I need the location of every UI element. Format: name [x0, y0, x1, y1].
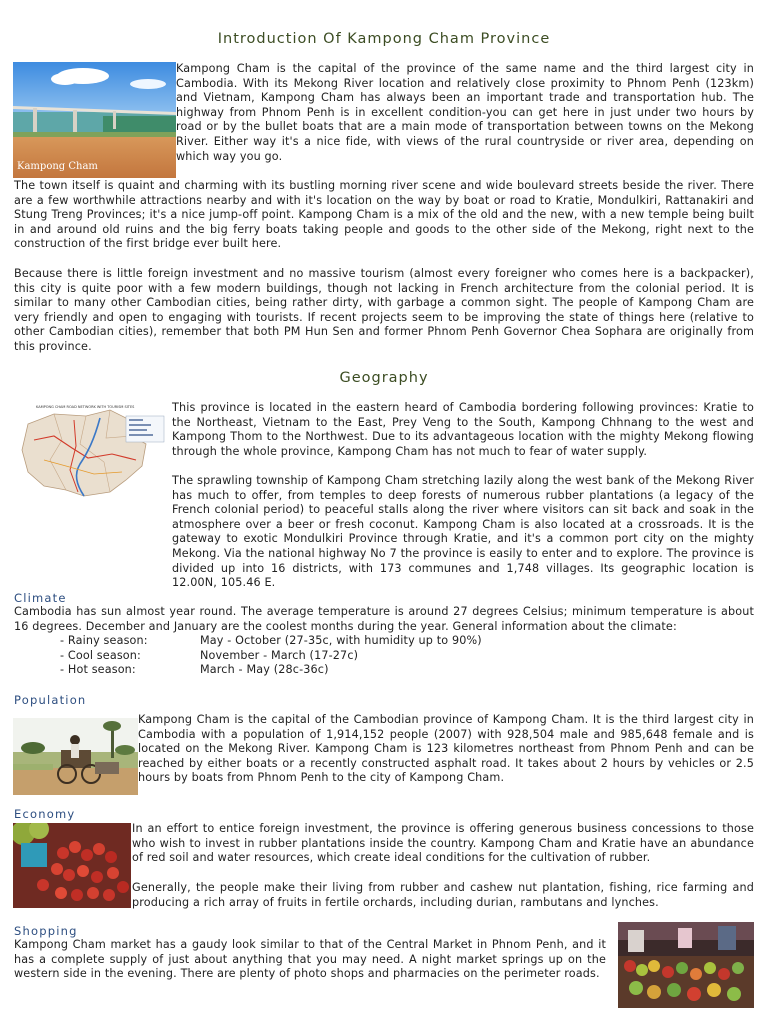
intro-paragraph-2: The town itself is quaint and charming with its bustling morning river scene and wide boulevard streets beside the river. There are a few worthwhile attractions nearby and with it's location on the way by boat or road to Kratie, Mondulkiri, Rattanakiri and Stung Treng Provinces; it's a nice jump-off point. Kampong Cham is a mix of the old and the new, with a new temple being built in and around old ruins and the big ferry boats taking people and goods to the other side of the Mekong, right next to the construction of the first bridge ever built here.	[14, 179, 754, 251]
intro-paragraph-3: Because there is little foreign investment and no massive tourism (almost every foreigner who comes here is a backpacker), this city is quite poor with a few modern buildings, though not lacking in French architecture from the colonial period. It is similar to many other Cambodian cities, being rather dirty, with garbage a common sight. The people of Kampong Cham are very friendly and open to engaging with tourists. If recent projects seem to be improving the state of things here (relative to other Cambodian cities), remember that both PM Hun Sen and former Phnom Penh Governor Chea Sophara are originally from this province.	[14, 267, 754, 353]
province-map	[14, 400, 170, 504]
market-photo	[618, 922, 754, 1008]
climate-text: Cambodia has sun almost year round. The average temperature is around 27 degrees Celsius; minimum temperature is about 16 degrees. December and January are the coolest months during the year. General information about the climate:	[14, 605, 754, 633]
season-label: - Cool season:	[60, 649, 141, 662]
climate-season-row	[60, 663, 329, 678]
geography-paragraph-1: This province is located in the eastern heard of Cambodia bordering following provinces: Kratie to the Northeast, Vietnam to the East, Prey Veng to the South, Kampong Chhnang to the west and Kampong Thom to the Northwest. Due to its advantageous location with the mighty Mekong flowing through the whole province, Kampong Cham has not much to fear of water supply.	[172, 401, 754, 458]
intro-paragraph-1: Kampong Cham is the capital of the province of the same name and the third largest city in Cambodia. With its Mekong River location and relatively close proximity to Phnom Penh (123km) and Vietnam, Kampong Cham has always been an important trade and transportation hub. The highway from Phnom Penh is in excellent condition-you can get here in just under two hours by road or by the bullet boats that are a main mode of transportation between towns on the Mekong River. Either way it's a nice fide, with views of the rural countryside or river area, depending on which way you go.	[176, 62, 754, 163]
fruit-photo	[13, 823, 131, 908]
bridge-photo	[13, 62, 176, 178]
climate-season-row	[60, 649, 358, 664]
photo-caption: Kampong Cham	[17, 161, 98, 173]
season-label: - Rainy season:	[60, 634, 148, 647]
climate-season-row	[60, 634, 482, 649]
geography-paragraph-2: The sprawling township of Kampong Cham stretching lazily along the west bank of the Mekong River has much to offer, from temples to deep forests of numerous rubber plantations (a legacy of the French colonial period) to peaceful stalls along the river where visitors can sit back and soak in the atmosphere over a beer or fresh coconut. Kampong Cham is also located at a crossroads. It is the gateway to exotic Mondulkiri Province through Kratie, and it's a common port city on the mighty Mekong. Via the national highway No 7 the province is easily to enter and to explore. The province is divided up into 16 districts, with 173 communes and 1,748 villages. Its geographic location is 12.00N, 105.46 E.	[172, 474, 754, 590]
intro-title: Introduction Of Kampong Cham Province	[217, 31, 551, 47]
season-value: November - March (17-27c)	[200, 649, 359, 662]
population-heading: Population	[14, 693, 87, 707]
season-value: May - October (27-35c, with humidity up to 90%)	[200, 634, 482, 647]
geography-title: Geography	[339, 370, 429, 386]
season-label: - Hot season:	[60, 663, 136, 676]
climate-heading: Climate	[14, 591, 67, 605]
map-caption: KAMPONG CHAM ROAD NETWORK WITH TOURISM SITES	[36, 405, 135, 409]
population-text: Kampong Cham is the capital of the Cambodian province of Kampong Cham. It is the third largest city in Cambodia with a population of 1,914,152 people (2007) with 928,504 male and 985,648 female and is located on the Mekong River. Kampong Cham is 123 kilometres northeast from Phnom Penh and can be reached by either boats or a recently constructed asphalt road. It takes about 2 hours by vehicles or 2.5 hours by boats from Phnom Penh to the city of Kampong Cham.	[138, 713, 754, 785]
economy-paragraph-2: Generally, the people make their living from rubber and cashew nut plantation, fishing, rice farming and producing a rich array of fruits in fertile orchards, including durian, rambutans and lynches.	[132, 881, 754, 909]
season-value: March - May (28c-36c)	[200, 663, 329, 676]
shopping-text: Kampong Cham market has a gaudy look similar to that of the Central Market in Phnom Penh, and it has a complete supply of just about anything that you may need. A night market springs up on the western side in the evening. There are plenty of photo shops and pharmacies on the perimeter roads.	[14, 938, 606, 981]
economy-heading: Economy	[14, 807, 76, 821]
economy-paragraph-1: In an effort to entice foreign investment, the province is offering generous business concessions to those who wish to invest in rubber plantations inside the country. Kampong Cham and Kratie have an abundance of red soil and water resources, which create ideal conditions for the cultivation of rubber.	[132, 822, 754, 865]
shopping-heading: Shopping	[14, 924, 78, 938]
oxcart-photo	[13, 718, 138, 795]
